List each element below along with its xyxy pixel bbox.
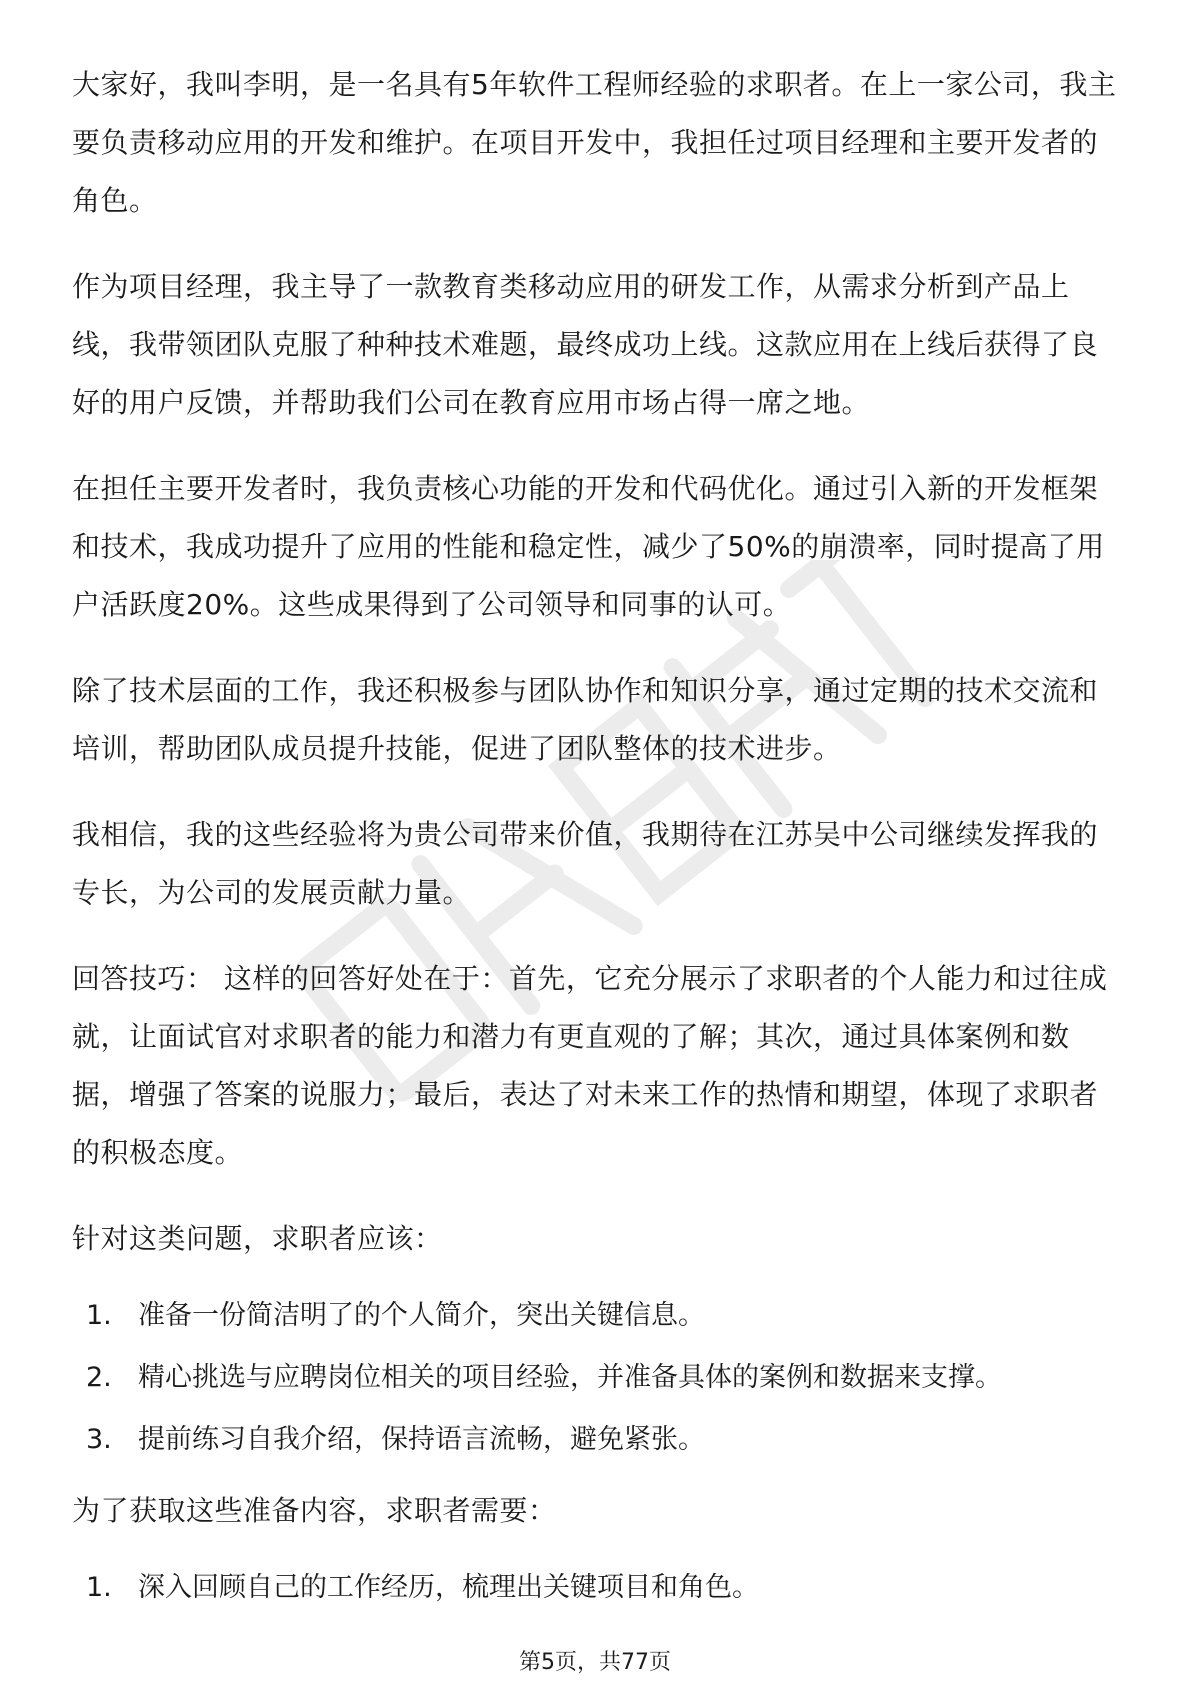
list-item-text: 提前练习自我介绍，保持语言流畅，避免紧张。 [138,1424,705,1455]
list-item [72,1358,1122,1398]
paragraph-need-to: 为了获取这些准备内容，求职者需要： [72,1494,557,1527]
paragraph-closing: 我相信，我的这些经验将为贵公司带来价值，我期待在江苏吴中公司继续发挥我的专长，为公司的发展贡献力量。 [72,818,1099,909]
document-body [72,56,1122,1630]
list-item-number: 1. [86,1572,112,1603]
list-item-text: 精心挑选与应聘岗位相关的项目经验，并准备具体的案例和数据来支撑。 [138,1362,1002,1393]
paragraph-project-manager: 作为项目经理，我主导了一款教育类移动应用的研发工作，从需求分析到产品上线，我带领团队克服了种种技术难题，最终成功上线。这款应用在上线后获得了良好的用户反馈，并帮助我们公司在教育应用市场占得一席之地。 [72,270,1099,419]
paragraph-answer-tips: 回答技巧： 这样的回答好处在于：首先，它充分展示了求职者的个人能力和过往成就，让面试官对求职者的能力和潜力有更直观的了解；其次，通过具体案例和数据，增强了答案的说服力；最后，表达了对未来工作的热情和期望，体现了求职者的积极态度。 [72,962,1108,1169]
list-item [72,1420,1122,1460]
paragraph-lead-developer: 在担任主要开发者时，我负责核心功能的开发和代码优化。通过引入新的开发框架和技术，我成功提升了应用的性能和稳定性，减少了50%的崩溃率，同时提高了用户活跃度20%。这些成果得到了公司领导和同事的认可。 [72,472,1105,621]
list-item-text: 深入回顾自己的工作经历，梳理出关键项目和角色。 [138,1572,759,1603]
paragraph-should-do: 针对这类问题，求职者应该： [72,1222,443,1255]
paragraph-intro: 大家好，我叫李明，是一名具有5年软件工程师经验的求职者。在上一家公司，我主要负责移动应用的开发和维护。在项目开发中，我担任过项目经理和主要开发者的角色。 [72,68,1117,217]
list-item-text: 准备一份简洁明了的个人简介，突出关键信息。 [138,1300,705,1331]
page-number-footer: 第5页，共77页 [519,1650,671,1675]
list-item [72,1568,1122,1608]
list-item-number: 2. [86,1362,112,1393]
list-item [72,1296,1122,1336]
list-should-do [72,1296,1122,1460]
list-item-number: 1. [86,1300,112,1331]
list-item-number: 3. [86,1424,112,1455]
paragraph-teamwork: 除了技术层面的工作，我还积极参与团队协作和知识分享，通过定期的技术交流和培训，帮助团队成员提升技能，促进了团队整体的技术进步。 [72,674,1099,765]
list-need-to [72,1568,1122,1608]
